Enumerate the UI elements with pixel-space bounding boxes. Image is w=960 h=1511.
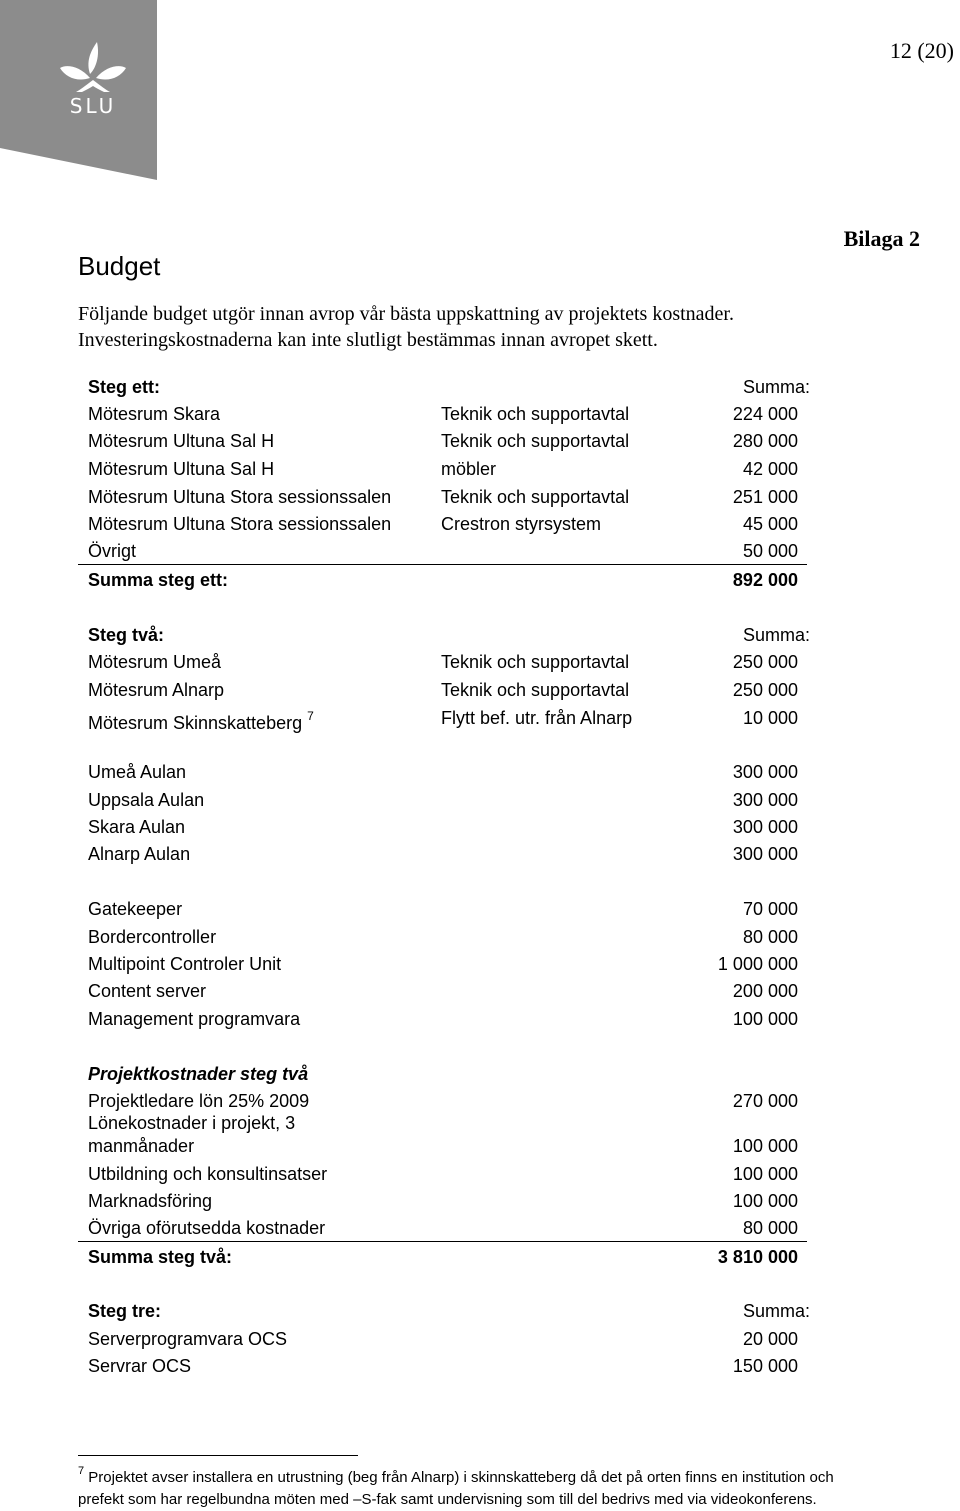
item-amount: 270 000 <box>732 1091 798 1111</box>
item-amount: 280 000 <box>732 431 798 451</box>
item-label: Gatekeeper <box>88 899 183 919</box>
slu-logo-graphic <box>0 0 160 180</box>
budget-row <box>88 1188 798 1215</box>
item-amount: 250 000 <box>732 652 798 672</box>
footnote-ref[interactable]: 7 <box>307 709 314 723</box>
intro-line: Investeringskostnaderna kan inte slutligt bestämmas innan avropet skett. <box>78 329 658 351</box>
item-label: Alnarp Aulan <box>88 844 191 864</box>
intro-paragraph <box>78 301 734 353</box>
budget-row <box>88 1353 798 1380</box>
intro-line: Följande budget utgör innan avrop vår bästa uppskattning av projektets kostnader. <box>78 303 734 325</box>
item-amount: 200 000 <box>732 981 798 1001</box>
budget-row <box>88 1006 798 1033</box>
budget-row <box>88 924 798 951</box>
item-desc: Crestron styrsystem <box>441 514 602 534</box>
item-label: Skara Aulan <box>88 817 186 837</box>
page-title: Budget <box>78 251 161 281</box>
item-label: Lönekostnader i projekt, 3 <box>88 1113 296 1133</box>
item-amount: 300 000 <box>732 817 798 837</box>
item-amount: 251 000 <box>732 487 798 507</box>
budget-row <box>88 705 798 732</box>
budget-row <box>88 428 798 455</box>
project-costs-heading-row <box>88 1061 798 1088</box>
footnote-divider <box>78 1455 358 1456</box>
budget-row <box>88 1215 798 1242</box>
item-amount: 80 000 <box>742 927 798 947</box>
item-label: Mötesrum Ultuna Sal H <box>88 459 275 479</box>
item-desc: Teknik och supportavtal <box>441 487 630 507</box>
slu-logo <box>0 0 160 180</box>
item-label: Mötesrum Alnarp <box>88 680 225 700</box>
item-label: Mötesrum Ultuna Sal H <box>88 431 275 451</box>
item-label: Mötesrum Ultuna Stora sessionssalen <box>88 487 392 507</box>
sum-header: Summa: <box>742 625 810 645</box>
budget-row <box>88 978 798 1005</box>
total-amount: 3 810 000 <box>717 1247 798 1267</box>
item-amount: 250 000 <box>732 680 798 700</box>
item-desc: Teknik och supportavtal <box>441 404 630 424</box>
item-amount: 100 000 <box>732 1191 798 1211</box>
item-amount: 100 000 <box>732 1009 798 1029</box>
item-label: Servrar OCS <box>88 1356 192 1376</box>
budget-row <box>88 759 798 786</box>
step2-heading: Steg två: <box>88 625 165 645</box>
item-label: Management programvara <box>88 1009 301 1029</box>
step2-header-row <box>88 622 810 649</box>
item-desc: Teknik och supportavtal <box>441 652 630 672</box>
item-label: Bordercontroller <box>88 927 217 947</box>
budget-row <box>88 1326 798 1353</box>
item-label: Uppsala Aulan <box>88 790 205 810</box>
total-amount: 892 000 <box>732 570 798 590</box>
item-label: Marknadsföring <box>88 1191 213 1211</box>
footnote-line: prefekt som har regelbundna möten med –S-fak samt undervisning som till del bedrivs med via videokonferens. <box>78 1491 817 1508</box>
footnote-text: Projektet avser installera en utrustning (beg från Alnarp) i skinnskatteberg då det på orten finns en institution och <box>88 1469 834 1486</box>
item-label: manmånader <box>88 1136 195 1156</box>
budget-row <box>88 649 798 676</box>
step3-heading: Steg tre: <box>88 1301 162 1321</box>
item-amount: 50 000 <box>742 541 798 561</box>
budget-row <box>88 787 798 814</box>
item-label: Content server <box>88 981 207 1001</box>
item-label: Mötesrum Skara <box>88 404 221 424</box>
total-label: Summa steg två: <box>88 1247 233 1267</box>
logo-text: SLU <box>69 94 117 118</box>
item-amount: 150 000 <box>732 1356 798 1376</box>
page-number: 12 (20) <box>889 38 954 63</box>
item-amount: 80 000 <box>742 1218 798 1238</box>
budget-row <box>88 951 798 978</box>
item-amount: 42 000 <box>742 459 798 479</box>
footnote-number: 7 <box>78 1465 85 1477</box>
item-label: Utbildning och konsultinsatser <box>88 1164 328 1184</box>
budget-row <box>88 511 798 538</box>
item-label: Serverprogramvara OCS <box>88 1329 288 1349</box>
total-divider <box>78 1241 807 1242</box>
sum-header: Summa: <box>742 1301 810 1321</box>
sum-header: Summa: <box>742 377 810 397</box>
project-costs-heading: Projektkostnader steg två <box>88 1064 309 1084</box>
item-amount: 300 000 <box>732 790 798 810</box>
item-label: Övrigt <box>88 541 137 561</box>
item-label: Multipoint Controler Unit <box>88 954 282 974</box>
item-amount: 70 000 <box>742 899 798 919</box>
item-label: Mötesrum Skinnskatteberg <box>88 713 303 733</box>
item-amount: 100 000 <box>732 1164 798 1184</box>
item-label-with-footnote <box>88 705 314 737</box>
item-amount: 300 000 <box>732 762 798 782</box>
item-label: Övriga oförutsedda kostnader <box>88 1218 326 1238</box>
step1-total-row <box>88 567 798 594</box>
attachment-label: Bilaga 2 <box>843 226 920 251</box>
item-amount: 10 000 <box>742 708 798 728</box>
step3-header-row <box>88 1298 810 1325</box>
item-desc: Teknik och supportavtal <box>441 431 630 451</box>
footnote-line <box>78 1462 834 1489</box>
item-desc: möbler <box>441 459 497 479</box>
budget-row <box>88 841 798 868</box>
item-desc: Teknik och supportavtal <box>441 680 630 700</box>
item-label: Umeå Aulan <box>88 762 187 782</box>
item-desc: Flytt bef. utr. från Alnarp <box>441 708 633 728</box>
footnote <box>78 1462 834 1511</box>
step1-heading: Steg ett: <box>88 377 160 397</box>
item-amount: 1 000 000 <box>717 954 798 974</box>
item-label: Mötesrum Umeå <box>88 652 222 672</box>
budget-row <box>88 896 798 923</box>
item-label: Projektledare lön 25% 2009 <box>88 1091 310 1111</box>
total-label: Summa steg ett: <box>88 570 229 590</box>
step2-total-row <box>88 1244 798 1271</box>
item-amount: 45 000 <box>742 514 798 534</box>
budget-row <box>88 1133 798 1160</box>
budget-row <box>88 677 798 704</box>
item-amount: 224 000 <box>732 404 798 424</box>
budget-row <box>88 1161 798 1188</box>
item-label: Mötesrum Ultuna Stora sessionssalen <box>88 514 392 534</box>
item-amount: 100 000 <box>732 1136 798 1156</box>
item-amount: 300 000 <box>732 844 798 864</box>
total-divider <box>78 564 807 565</box>
item-amount: 20 000 <box>742 1329 798 1349</box>
budget-row <box>88 456 798 483</box>
budget-row <box>88 538 798 565</box>
budget-row <box>88 484 798 511</box>
step1-header-row <box>88 374 810 401</box>
budget-row <box>88 401 798 428</box>
budget-row <box>88 814 798 841</box>
